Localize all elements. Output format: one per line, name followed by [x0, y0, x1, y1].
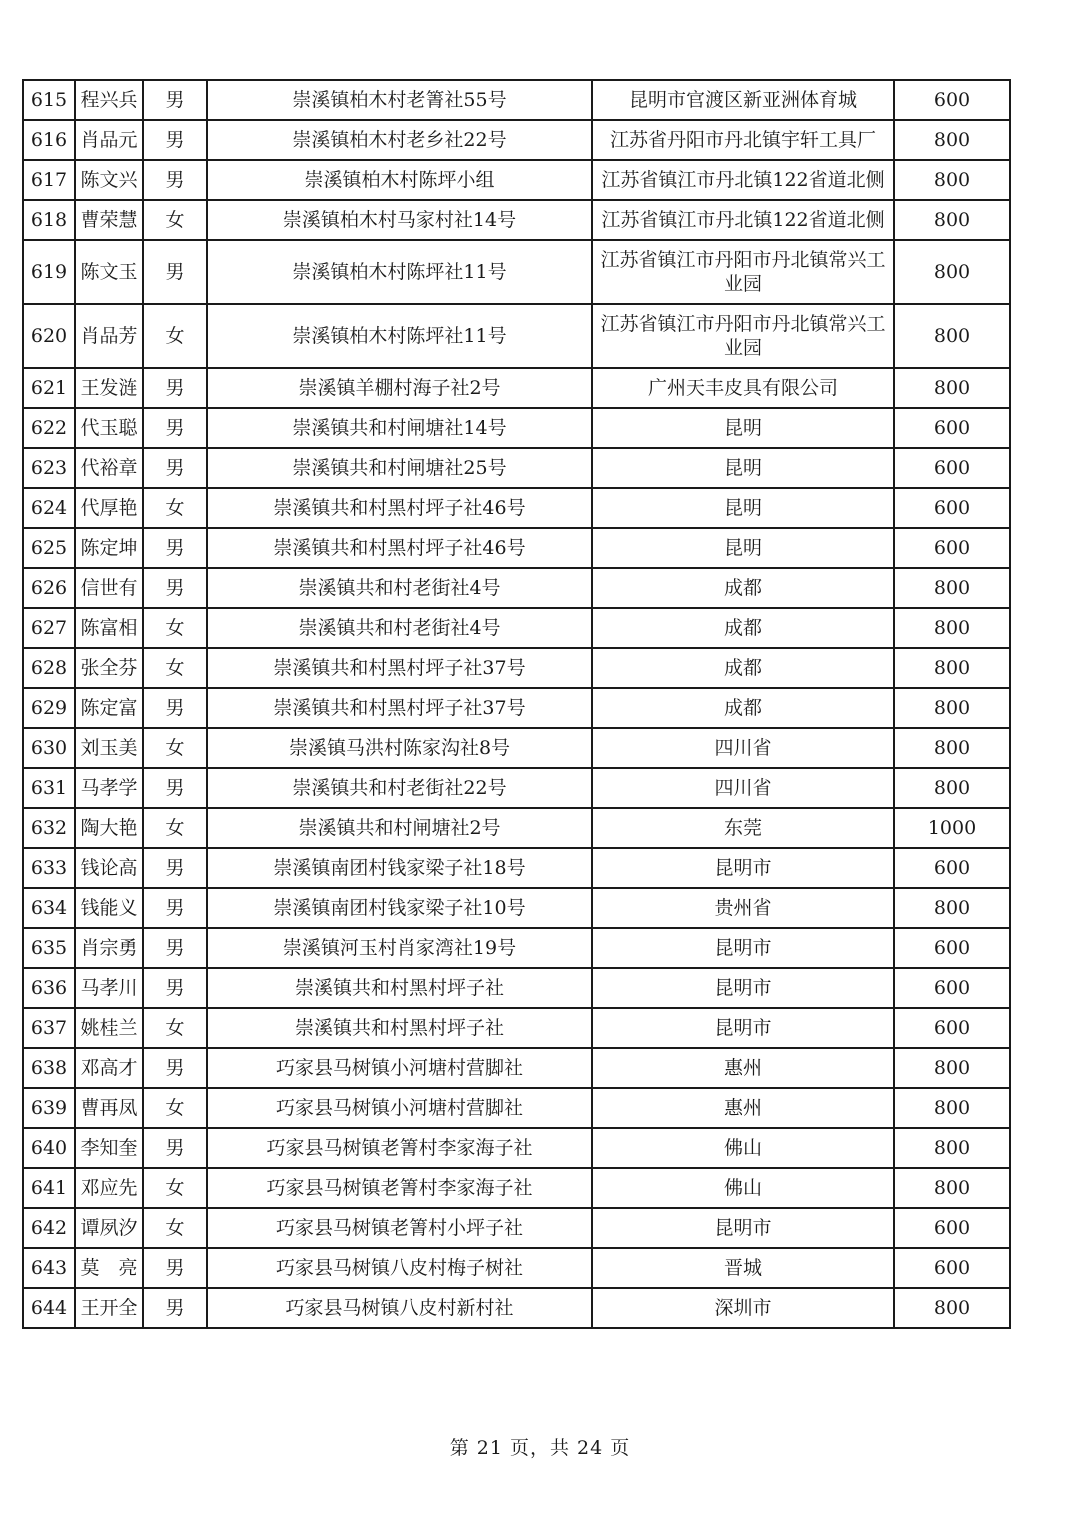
- gender-cell: 男: [143, 848, 207, 888]
- table-row: [23, 888, 1010, 928]
- workplace-cell: 昆明: [592, 488, 894, 528]
- gender-cell: 男: [143, 568, 207, 608]
- row-number-cell: 638: [23, 1048, 75, 1088]
- row-number-cell: 642: [23, 1208, 75, 1248]
- address-cell: 崇溪镇马洪村陈家沟社8号: [207, 728, 592, 768]
- address-cell: 崇溪镇柏木村陈坪社11号: [207, 240, 592, 304]
- amount-cell: 600: [894, 408, 1010, 448]
- gender-cell: 女: [143, 1208, 207, 1248]
- amount-cell: 800: [894, 568, 1010, 608]
- amount-cell: 600: [894, 1208, 1010, 1248]
- table-row: [23, 768, 1010, 808]
- table-row: [23, 1168, 1010, 1208]
- table-row: [23, 1088, 1010, 1128]
- amount-cell: 800: [894, 688, 1010, 728]
- table-row: [23, 928, 1010, 968]
- row-number-cell: 630: [23, 728, 75, 768]
- name-cell: 代厚艳: [75, 488, 143, 528]
- gender-cell: 男: [143, 80, 207, 120]
- workplace-cell: 四川省: [592, 768, 894, 808]
- gender-cell: 男: [143, 120, 207, 160]
- row-number-cell: 616: [23, 120, 75, 160]
- gender-cell: 女: [143, 200, 207, 240]
- name-cell: 肖宗勇: [75, 928, 143, 968]
- gender-cell: 女: [143, 808, 207, 848]
- table-row: [23, 1048, 1010, 1088]
- workplace-cell: 昆明市: [592, 848, 894, 888]
- workplace-cell: 成都: [592, 608, 894, 648]
- gender-cell: 女: [143, 1168, 207, 1208]
- table-row: [23, 368, 1010, 408]
- row-number-cell: 633: [23, 848, 75, 888]
- page-number: 第 21 页，共 24 页: [449, 1437, 631, 1459]
- table-row: [23, 304, 1010, 368]
- table-row: [23, 728, 1010, 768]
- workplace-cell: 昆明市: [592, 928, 894, 968]
- workplace-cell: 贵州省: [592, 888, 894, 928]
- address-cell: 巧家县马树镇老箐村小坪子社: [207, 1208, 592, 1248]
- workplace-cell: 四川省: [592, 728, 894, 768]
- gender-cell: 女: [143, 608, 207, 648]
- table-row: [23, 1008, 1010, 1048]
- row-number-cell: 641: [23, 1168, 75, 1208]
- workplace-cell: 晋城: [592, 1248, 894, 1288]
- row-number-cell: 635: [23, 928, 75, 968]
- address-cell: 崇溪镇河玉村肖家湾社19号: [207, 928, 592, 968]
- amount-cell: 800: [894, 648, 1010, 688]
- gender-cell: 女: [143, 1008, 207, 1048]
- name-cell: 肖品芳: [75, 304, 143, 368]
- table-row: [23, 1288, 1010, 1328]
- table-row: [23, 648, 1010, 688]
- address-cell: 崇溪镇共和村黑村坪子社: [207, 968, 592, 1008]
- workplace-cell: 江苏省镇江市丹北镇122省道北侧: [592, 160, 894, 200]
- address-cell: 崇溪镇共和村黑村坪子社37号: [207, 688, 592, 728]
- row-number-cell: 627: [23, 608, 75, 648]
- amount-cell: 800: [894, 768, 1010, 808]
- gender-cell: 男: [143, 968, 207, 1008]
- gender-cell: 男: [143, 1048, 207, 1088]
- row-number-cell: 634: [23, 888, 75, 928]
- table-row: [23, 528, 1010, 568]
- row-number-cell: 640: [23, 1128, 75, 1168]
- address-cell: 巧家县马树镇小河塘村营脚社: [207, 1088, 592, 1128]
- gender-cell: 男: [143, 888, 207, 928]
- row-number-cell: 615: [23, 80, 75, 120]
- row-number-cell: 632: [23, 808, 75, 848]
- name-cell: 刘玉美: [75, 728, 143, 768]
- address-cell: 崇溪镇柏木村老箐社55号: [207, 80, 592, 120]
- workplace-cell: 江苏省镇江市丹北镇122省道北侧: [592, 200, 894, 240]
- address-cell: 巧家县马树镇八皮村梅子树社: [207, 1248, 592, 1288]
- table-row: [23, 568, 1010, 608]
- amount-cell: 1000: [894, 808, 1010, 848]
- amount-cell: 800: [894, 1048, 1010, 1088]
- amount-cell: 600: [894, 528, 1010, 568]
- amount-cell: 600: [894, 488, 1010, 528]
- name-cell: 张全芬: [75, 648, 143, 688]
- gender-cell: 男: [143, 160, 207, 200]
- gender-cell: 女: [143, 648, 207, 688]
- row-number-cell: 621: [23, 368, 75, 408]
- amount-cell: 600: [894, 448, 1010, 488]
- workplace-cell: 昆明市: [592, 968, 894, 1008]
- workplace-cell: 江苏省丹阳市丹北镇宇轩工具厂: [592, 120, 894, 160]
- name-cell: 王发涟: [75, 368, 143, 408]
- row-number-cell: 620: [23, 304, 75, 368]
- gender-cell: 男: [143, 528, 207, 568]
- workplace-cell: 惠州: [592, 1088, 894, 1128]
- gender-cell: 男: [143, 1128, 207, 1168]
- row-number-cell: 626: [23, 568, 75, 608]
- workplace-cell: 昆明市官渡区新亚洲体育城: [592, 80, 894, 120]
- amount-cell: 800: [894, 304, 1010, 368]
- gender-cell: 男: [143, 1288, 207, 1328]
- name-cell: 陶大艳: [75, 808, 143, 848]
- name-cell: 陈定坤: [75, 528, 143, 568]
- address-cell: 崇溪镇共和村老街社22号: [207, 768, 592, 808]
- table-row: [23, 1248, 1010, 1288]
- address-cell: 崇溪镇共和村老街社4号: [207, 568, 592, 608]
- row-number-cell: 623: [23, 448, 75, 488]
- table-row: [23, 80, 1010, 120]
- amount-cell: 800: [894, 888, 1010, 928]
- row-number-cell: 644: [23, 1288, 75, 1328]
- row-number-cell: 628: [23, 648, 75, 688]
- gender-cell: 男: [143, 368, 207, 408]
- address-cell: 崇溪镇柏木村马家村社14号: [207, 200, 592, 240]
- row-number-cell: 619: [23, 240, 75, 304]
- address-cell: 巧家县马树镇老箐村李家海子社: [207, 1128, 592, 1168]
- amount-cell: 800: [894, 1128, 1010, 1168]
- amount-cell: 800: [894, 1288, 1010, 1328]
- address-cell: 崇溪镇柏木村老乡社22号: [207, 120, 592, 160]
- gender-cell: 男: [143, 408, 207, 448]
- address-cell: 崇溪镇共和村老街社4号: [207, 608, 592, 648]
- amount-cell: 800: [894, 240, 1010, 304]
- address-cell: 崇溪镇共和村闸塘社25号: [207, 448, 592, 488]
- table-row: [23, 1208, 1010, 1248]
- amount-cell: 800: [894, 200, 1010, 240]
- gender-cell: 男: [143, 928, 207, 968]
- workplace-cell: 佛山: [592, 1128, 894, 1168]
- amount-cell: 800: [894, 608, 1010, 648]
- address-cell: 崇溪镇柏木村陈坪小组: [207, 160, 592, 200]
- amount-cell: 800: [894, 120, 1010, 160]
- amount-cell: 800: [894, 728, 1010, 768]
- gender-cell: 女: [143, 488, 207, 528]
- workplace-cell: 江苏省镇江市丹阳市丹北镇常兴工业园: [592, 240, 894, 304]
- workplace-cell: 昆明: [592, 448, 894, 488]
- workplace-cell: 佛山: [592, 1168, 894, 1208]
- workplace-cell: 昆明市: [592, 1208, 894, 1248]
- amount-cell: 600: [894, 968, 1010, 1008]
- gender-cell: 女: [143, 1088, 207, 1128]
- workplace-cell: 昆明: [592, 408, 894, 448]
- workplace-cell: 东莞: [592, 808, 894, 848]
- row-number-cell: 643: [23, 1248, 75, 1288]
- roster-table: [22, 79, 1011, 1329]
- name-cell: 肖品元: [75, 120, 143, 160]
- gender-cell: 女: [143, 728, 207, 768]
- name-cell: 钱能义: [75, 888, 143, 928]
- row-number-cell: 629: [23, 688, 75, 728]
- name-cell: 陈定富: [75, 688, 143, 728]
- name-cell: 邓应先: [75, 1168, 143, 1208]
- address-cell: 崇溪镇共和村黑村坪子社37号: [207, 648, 592, 688]
- table-row: [23, 408, 1010, 448]
- workplace-cell: 成都: [592, 648, 894, 688]
- name-cell: 谭夙汐: [75, 1208, 143, 1248]
- gender-cell: 男: [143, 1248, 207, 1288]
- amount-cell: 600: [894, 928, 1010, 968]
- gender-cell: 男: [143, 448, 207, 488]
- name-cell: 陈文玉: [75, 240, 143, 304]
- table-row: [23, 688, 1010, 728]
- amount-cell: 800: [894, 160, 1010, 200]
- workplace-cell: 成都: [592, 688, 894, 728]
- row-number-cell: 625: [23, 528, 75, 568]
- name-cell: 代裕章: [75, 448, 143, 488]
- roster-body: [23, 80, 1010, 1328]
- row-number-cell: 637: [23, 1008, 75, 1048]
- name-cell: 信世有: [75, 568, 143, 608]
- address-cell: 巧家县马树镇老箐村李家海子社: [207, 1168, 592, 1208]
- name-cell: 程兴兵: [75, 80, 143, 120]
- name-cell: 代玉聪: [75, 408, 143, 448]
- table-row: [23, 968, 1010, 1008]
- workplace-cell: 成都: [592, 568, 894, 608]
- table-row: [23, 848, 1010, 888]
- name-cell: 马孝学: [75, 768, 143, 808]
- table-row: [23, 160, 1010, 200]
- name-cell: 李知奎: [75, 1128, 143, 1168]
- name-cell: 莫 亮: [75, 1248, 143, 1288]
- gender-cell: 男: [143, 768, 207, 808]
- name-cell: 马孝川: [75, 968, 143, 1008]
- address-cell: 崇溪镇南团村钱家梁子社10号: [207, 888, 592, 928]
- row-number-cell: 617: [23, 160, 75, 200]
- name-cell: 陈富相: [75, 608, 143, 648]
- amount-cell: 800: [894, 1088, 1010, 1128]
- name-cell: 姚桂兰: [75, 1008, 143, 1048]
- row-number-cell: 622: [23, 408, 75, 448]
- workplace-cell: 广州天丰皮具有限公司: [592, 368, 894, 408]
- amount-cell: 800: [894, 368, 1010, 408]
- name-cell: 曹荣慧: [75, 200, 143, 240]
- workplace-cell: 昆明市: [592, 1008, 894, 1048]
- address-cell: 崇溪镇柏木村陈坪社11号: [207, 304, 592, 368]
- address-cell: 巧家县马树镇八皮村新村社: [207, 1288, 592, 1328]
- table-row: [23, 448, 1010, 488]
- address-cell: 崇溪镇共和村闸塘社14号: [207, 408, 592, 448]
- row-number-cell: 639: [23, 1088, 75, 1128]
- row-number-cell: 618: [23, 200, 75, 240]
- row-number-cell: 631: [23, 768, 75, 808]
- gender-cell: 女: [143, 304, 207, 368]
- table-row: [23, 240, 1010, 304]
- address-cell: 崇溪镇南团村钱家梁子社18号: [207, 848, 592, 888]
- amount-cell: 600: [894, 1008, 1010, 1048]
- table-row: [23, 200, 1010, 240]
- address-cell: 崇溪镇共和村黑村坪子社: [207, 1008, 592, 1048]
- gender-cell: 男: [143, 688, 207, 728]
- amount-cell: 600: [894, 848, 1010, 888]
- workplace-cell: 深圳市: [592, 1288, 894, 1328]
- name-cell: 陈文兴: [75, 160, 143, 200]
- name-cell: 钱论高: [75, 848, 143, 888]
- gender-cell: 男: [143, 240, 207, 304]
- row-number-cell: 624: [23, 488, 75, 528]
- table-row: [23, 608, 1010, 648]
- name-cell: 曹再凤: [75, 1088, 143, 1128]
- amount-cell: 600: [894, 80, 1010, 120]
- table-row: [23, 1128, 1010, 1168]
- amount-cell: 800: [894, 1168, 1010, 1208]
- workplace-cell: 江苏省镇江市丹阳市丹北镇常兴工业园: [592, 304, 894, 368]
- name-cell: 邓高才: [75, 1048, 143, 1088]
- row-number-cell: 636: [23, 968, 75, 1008]
- address-cell: 崇溪镇共和村黑村坪子社46号: [207, 488, 592, 528]
- amount-cell: 600: [894, 1248, 1010, 1288]
- workplace-cell: 惠州: [592, 1048, 894, 1088]
- table-row: [23, 808, 1010, 848]
- address-cell: 巧家县马树镇小河塘村营脚社: [207, 1048, 592, 1088]
- table-row: [23, 120, 1010, 160]
- address-cell: 崇溪镇共和村黑村坪子社46号: [207, 528, 592, 568]
- address-cell: 崇溪镇羊棚村海子社2号: [207, 368, 592, 408]
- address-cell: 崇溪镇共和村闸塘社2号: [207, 808, 592, 848]
- table-row: [23, 488, 1010, 528]
- name-cell: 王开全: [75, 1288, 143, 1328]
- workplace-cell: 昆明: [592, 528, 894, 568]
